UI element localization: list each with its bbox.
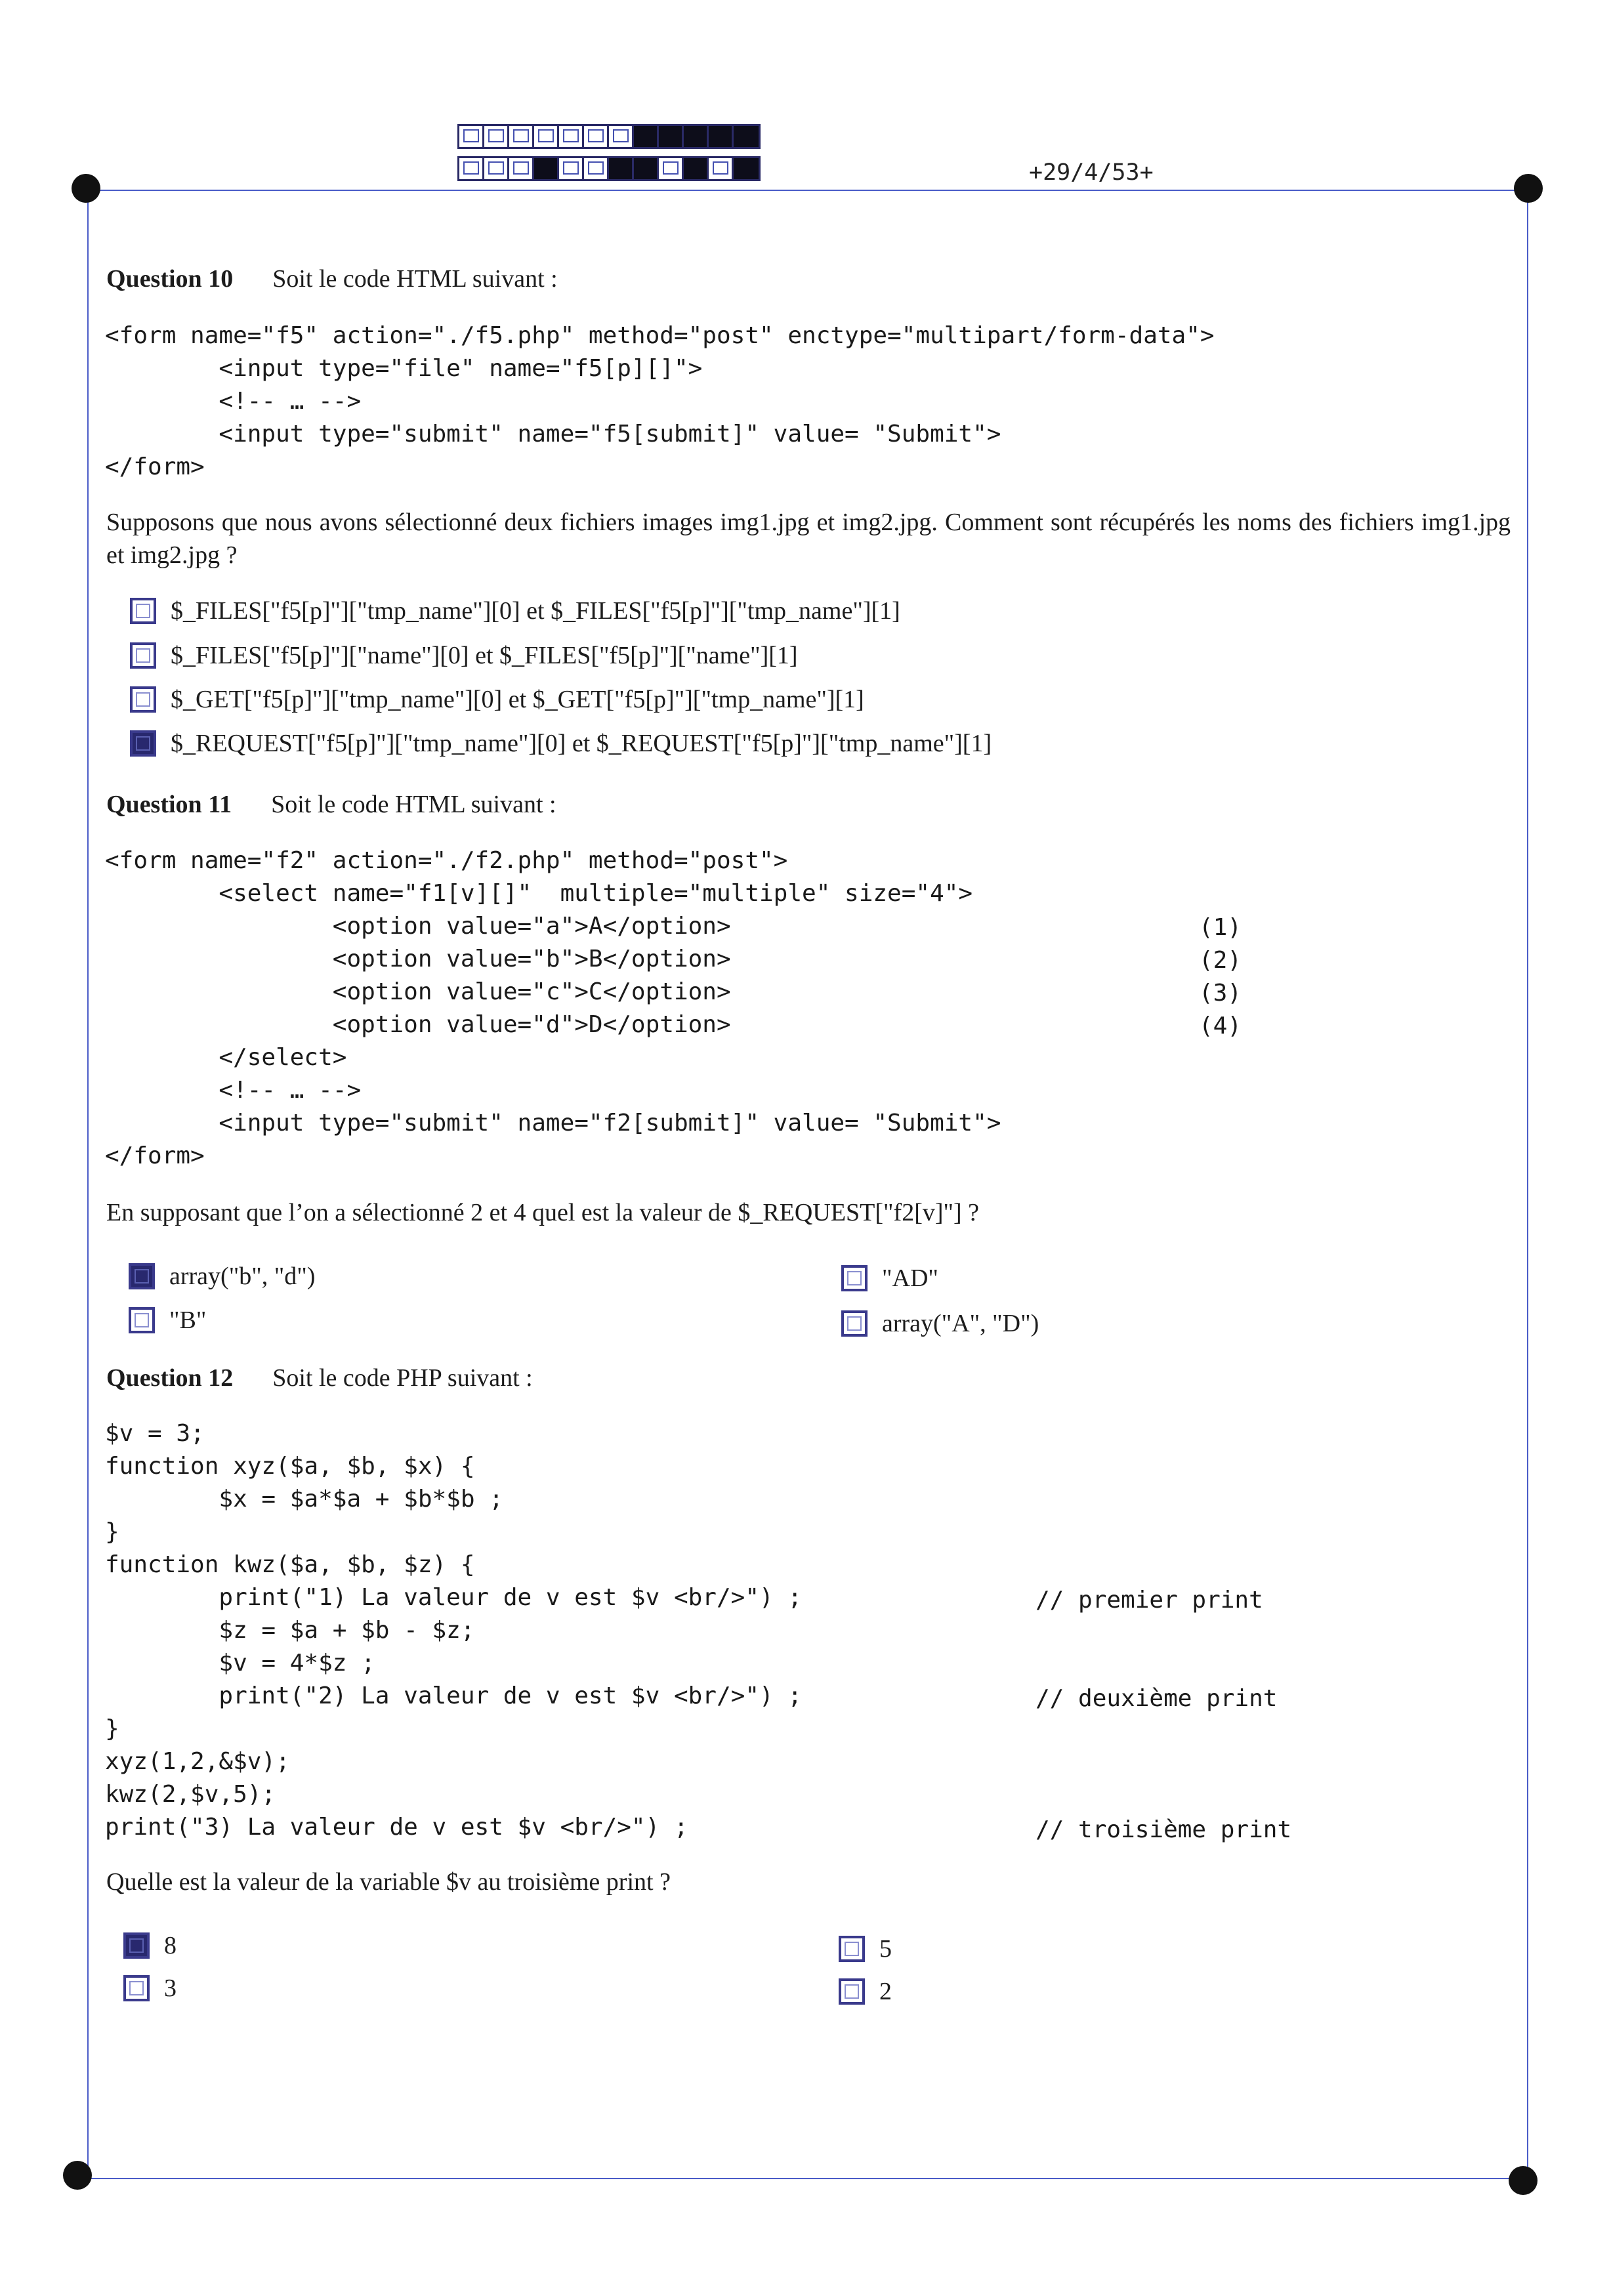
barcode-cell-filled <box>609 158 634 179</box>
barcode-cell-empty <box>559 126 584 147</box>
option-label: array("b", "d") <box>169 1263 316 1290</box>
question-10-text: Supposons que nous avons sélectionné deux fichiers images img1.jpg et img2.jpg. Comment sont récupérés les noms des fichiers img1.jpg et img2.jpg ? <box>106 509 1511 569</box>
checkbox[interactable] <box>123 1932 150 1959</box>
code-line: function kwz($a, $b, $z) { <box>105 1551 475 1578</box>
checkbox[interactable] <box>129 1307 155 1333</box>
question-11-code <box>105 845 1001 1173</box>
code-line: } <box>105 1518 119 1545</box>
checkbox[interactable] <box>130 598 156 624</box>
question-12-intro: Soit le code PHP suivant : <box>272 1364 533 1392</box>
code-line: <option value="c">C</option> <box>105 978 731 1005</box>
code-line: <input type="file" name="f5[p][]"> <box>105 355 703 382</box>
code-line: </select> <box>105 1044 347 1071</box>
q10-option-1[interactable] <box>130 596 900 625</box>
code-line: <option value="b">B</option> <box>105 946 731 972</box>
barcode-cell-empty <box>509 158 534 179</box>
corner-marker-top-left <box>72 174 100 203</box>
checkbox[interactable] <box>130 686 156 713</box>
barcode-cell-filled <box>734 126 759 147</box>
option-label: 5 <box>879 1935 892 1963</box>
question-12-label: Question 12 <box>106 1364 234 1392</box>
barcode-cell-empty <box>659 158 684 179</box>
code-line: <form name="f5" action="./f5.php" method="post" enctype="multipart/form-data"> <box>105 322 1215 349</box>
q11-option-2[interactable] <box>129 1306 206 1335</box>
code-line: <option value="d">D</option> <box>105 1011 731 1038</box>
checkbox[interactable] <box>129 1263 155 1289</box>
question-12-code <box>105 1417 802 1844</box>
code-line: } <box>105 1715 119 1742</box>
q11-option-1[interactable] <box>129 1262 315 1291</box>
q10-option-4[interactable] <box>130 729 992 758</box>
barcode-cell-filled <box>534 158 559 179</box>
page-id: +29/4/53+ <box>1029 159 1154 186</box>
code-line: </form> <box>105 1142 205 1169</box>
q12-option-1[interactable] <box>123 1931 177 1960</box>
q12-option-3[interactable] <box>839 1934 892 1963</box>
code-line: <option value="a">A</option> <box>105 913 731 940</box>
code-line: print("1) La valeur de v est $v <br/>") ; <box>105 1584 803 1611</box>
corner-marker-top-right <box>1514 174 1543 203</box>
code-comment: // deuxième print <box>1036 1685 1278 1712</box>
barcode-cell-empty <box>484 158 509 179</box>
checkbox[interactable] <box>841 1265 868 1291</box>
barcode-cell-empty <box>484 126 509 147</box>
question-11-text: En supposant que l’on a sélectionné 2 et 4 quel est la valeur de $_REQUEST["f2[v]"] ? <box>106 1199 980 1226</box>
question-11-label: Question 11 <box>106 791 232 818</box>
option-label: "B" <box>169 1306 207 1334</box>
option-label: array("A", "D") <box>882 1310 1039 1337</box>
code-line: $v = 3; <box>105 1420 205 1447</box>
barcode-cell-empty <box>584 126 609 147</box>
barcode-cell-empty <box>584 158 609 179</box>
line-number: (3) <box>1199 980 1242 1007</box>
question-12-header <box>106 1364 533 1392</box>
q12-option-4[interactable] <box>839 1977 892 2006</box>
option-label: $_REQUEST["f5[p]"]["tmp_name"][0] et $_REQUEST["f5[p]"]["tmp_name"][1] <box>171 730 992 757</box>
checkbox[interactable] <box>839 1978 865 2005</box>
question-10-intro: Soit le code HTML suivant : <box>272 265 558 293</box>
barcode-cell-filled <box>634 158 659 179</box>
barcode-row-1 <box>457 124 761 149</box>
q10-option-3[interactable] <box>130 685 864 714</box>
barcode-cell-filled <box>634 126 659 147</box>
code-line: $x = $a*$a + $b*$b ; <box>105 1486 503 1513</box>
checkbox[interactable] <box>841 1310 868 1337</box>
corner-marker-bottom-right <box>1509 2166 1538 2195</box>
barcode-cell-filled <box>684 158 709 179</box>
checkbox[interactable] <box>130 730 156 757</box>
code-line: <select name="f1[v][]" multiple="multiple" size="4"> <box>105 880 973 907</box>
question-11-header <box>106 790 556 819</box>
barcode-cell-filled <box>684 126 709 147</box>
option-label: 2 <box>879 1978 892 2005</box>
question-10-label: Question 10 <box>106 265 234 293</box>
code-line: kwz(2,$v,5); <box>105 1781 276 1808</box>
q11-option-4[interactable] <box>841 1309 1039 1338</box>
line-number: (4) <box>1199 1012 1242 1039</box>
option-label: "AD" <box>882 1264 938 1292</box>
code-line: <form name="f2" action="./f2.php" method="post"> <box>105 847 788 874</box>
barcode-cell-empty <box>509 126 534 147</box>
question-10-code <box>105 320 1215 484</box>
checkbox[interactable] <box>839 1936 865 1962</box>
barcode-cell-empty <box>709 158 734 179</box>
code-line: $v = 4*$z ; <box>105 1650 375 1677</box>
line-number: (2) <box>1199 947 1242 974</box>
q11-option-3[interactable] <box>841 1264 938 1293</box>
code-line: <!-- … --> <box>105 388 362 415</box>
barcode-cell-empty <box>609 126 634 147</box>
barcode-row-2 <box>457 156 761 181</box>
option-label: 8 <box>164 1932 177 1959</box>
option-label: $_GET["f5[p]"]["tmp_name"][0] et $_GET["f5[p]"]["tmp_name"][1] <box>171 686 864 713</box>
corner-marker-bottom-left <box>63 2161 92 2190</box>
barcode-cell-filled <box>659 126 684 147</box>
code-line: </form> <box>105 453 205 480</box>
question-10-header <box>106 264 558 293</box>
code-line: <input type="submit" name="f5[submit]" value= "Submit"> <box>105 421 1001 448</box>
checkbox[interactable] <box>130 642 156 669</box>
question-11-intro: Soit le code HTML suivant : <box>271 791 556 818</box>
code-line: $z = $a + $b - $z; <box>105 1617 475 1644</box>
barcode-cell-empty <box>459 158 484 179</box>
question-12-text: Quelle est la valeur de la variable $v au troisième print ? <box>106 1868 671 1896</box>
code-line: function xyz($a, $b, $x) { <box>105 1453 475 1480</box>
option-label: $_FILES["f5[p]"]["name"][0] et $_FILES["f5[p]"]["name"][1] <box>171 642 798 669</box>
code-line: xyz(1,2,&$v); <box>105 1748 290 1775</box>
barcode-cell-empty <box>534 126 559 147</box>
barcode-cell-empty <box>559 158 584 179</box>
code-comment: // premier print <box>1036 1587 1263 1614</box>
q12-option-2[interactable] <box>123 1974 177 2003</box>
barcode-cell-empty <box>459 126 484 147</box>
option-label: $_FILES["f5[p]"]["tmp_name"][0] et $_FILES["f5[p]"]["tmp_name"][1] <box>171 597 900 625</box>
code-line: print("2) La valeur de v est $v <br/>") ; <box>105 1682 803 1709</box>
code-comment: // troisième print <box>1036 1816 1292 1843</box>
code-line: <input type="submit" name="f2[submit]" value= "Submit"> <box>105 1110 1001 1137</box>
q10-option-2[interactable] <box>130 641 798 670</box>
barcode-cell-filled <box>734 158 759 179</box>
code-line: print("3) La valeur de v est $v <br/>") ; <box>105 1814 688 1841</box>
barcode-cell-filled <box>709 126 734 147</box>
option-label: 3 <box>164 1974 177 2002</box>
code-line: <!-- … --> <box>105 1077 362 1104</box>
checkbox[interactable] <box>123 1975 150 2001</box>
line-number: (1) <box>1199 914 1242 941</box>
